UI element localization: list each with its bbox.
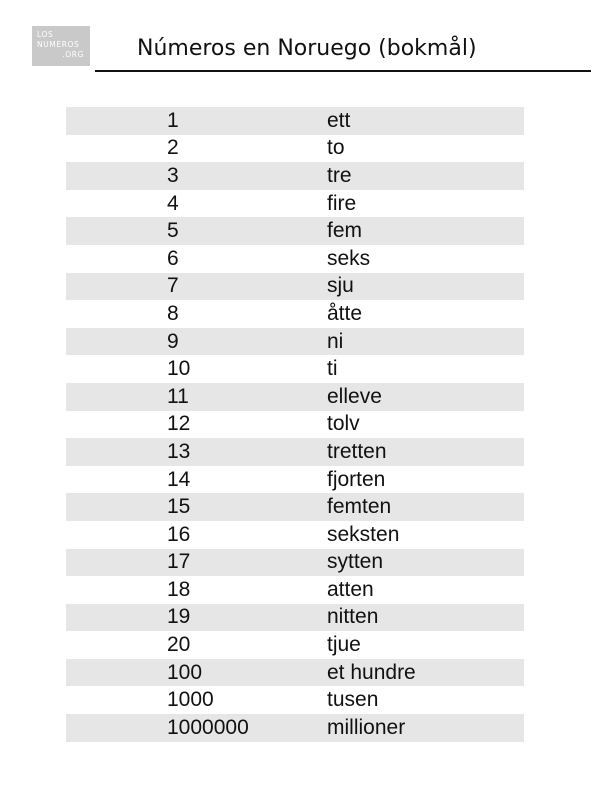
number-cell: 14 (167, 467, 191, 491)
table-row (66, 438, 524, 466)
word-cell: tusen (327, 688, 379, 712)
number-cell: 15 (167, 495, 191, 519)
number-cell: 19 (167, 605, 191, 629)
word-cell: to (327, 136, 345, 160)
table-row (66, 576, 524, 604)
table-row (66, 273, 524, 301)
table-row (66, 714, 524, 742)
number-cell: 2 (167, 136, 179, 160)
number-cell: 6 (167, 246, 179, 270)
word-cell: elleve (327, 384, 382, 408)
table-row (66, 686, 524, 714)
word-cell: tjue (327, 633, 361, 657)
site-logo (32, 26, 90, 66)
table-row (66, 383, 524, 411)
number-cell: 1000000 (167, 715, 249, 739)
table-row (66, 549, 524, 577)
number-cell: 9 (167, 329, 179, 353)
word-cell: et hundre (327, 660, 416, 684)
number-cell: 17 (167, 550, 191, 574)
word-cell: tolv (327, 412, 360, 436)
word-cell: femten (327, 495, 392, 519)
page-title: Números en Noruego (bokmål) (137, 36, 477, 61)
number-cell: 7 (167, 274, 179, 298)
table-row (66, 604, 524, 632)
table-row (66, 190, 524, 218)
number-cell: 1000 (167, 688, 214, 712)
word-cell: tre (327, 163, 352, 187)
word-cell: fire (327, 191, 357, 215)
logo-line-1: LOS (37, 30, 54, 39)
table-row (66, 355, 524, 383)
table-row (66, 466, 524, 494)
word-cell: tretten (327, 439, 387, 463)
number-cell: 1 (167, 108, 179, 132)
number-cell: 18 (167, 577, 191, 601)
number-cell: 3 (167, 163, 179, 187)
number-cell: 8 (167, 301, 179, 325)
word-cell: fjorten (327, 467, 386, 491)
word-cell: sju (327, 274, 354, 298)
word-cell: ett (327, 108, 351, 132)
word-cell: sytten (327, 550, 384, 574)
number-cell: 100 (167, 660, 203, 684)
number-cell: 5 (167, 219, 179, 243)
table-row (66, 659, 524, 687)
word-cell: seks (327, 246, 371, 270)
word-cell: åtte (327, 301, 363, 325)
number-cell: 12 (167, 412, 191, 436)
header-divider (95, 70, 591, 72)
number-cell: 13 (167, 439, 191, 463)
table-row (66, 493, 524, 521)
logo-line-3: .ORG (62, 50, 84, 59)
table-row (66, 300, 524, 328)
word-cell: fem (327, 219, 363, 243)
table-row (66, 135, 524, 163)
word-cell: ni (327, 329, 344, 353)
table-row (66, 217, 524, 245)
number-cell: 10 (167, 357, 191, 381)
table-row (66, 107, 524, 135)
word-cell: seksten (327, 522, 400, 546)
table-row (66, 521, 524, 549)
number-cell: 4 (167, 191, 179, 215)
table-row (66, 328, 524, 356)
table-row (66, 631, 524, 659)
number-cell: 20 (167, 633, 191, 657)
numbers-table (66, 107, 524, 742)
word-cell: ti (327, 357, 338, 381)
word-cell: nitten (327, 605, 379, 629)
table-row (66, 411, 524, 439)
word-cell: millioner (327, 715, 406, 739)
number-cell: 11 (167, 384, 189, 408)
number-cell: 16 (167, 522, 191, 546)
word-cell: atten (327, 577, 374, 601)
logo-line-2: NUMEROS (37, 40, 80, 49)
table-row (66, 162, 524, 190)
table-row (66, 245, 524, 273)
